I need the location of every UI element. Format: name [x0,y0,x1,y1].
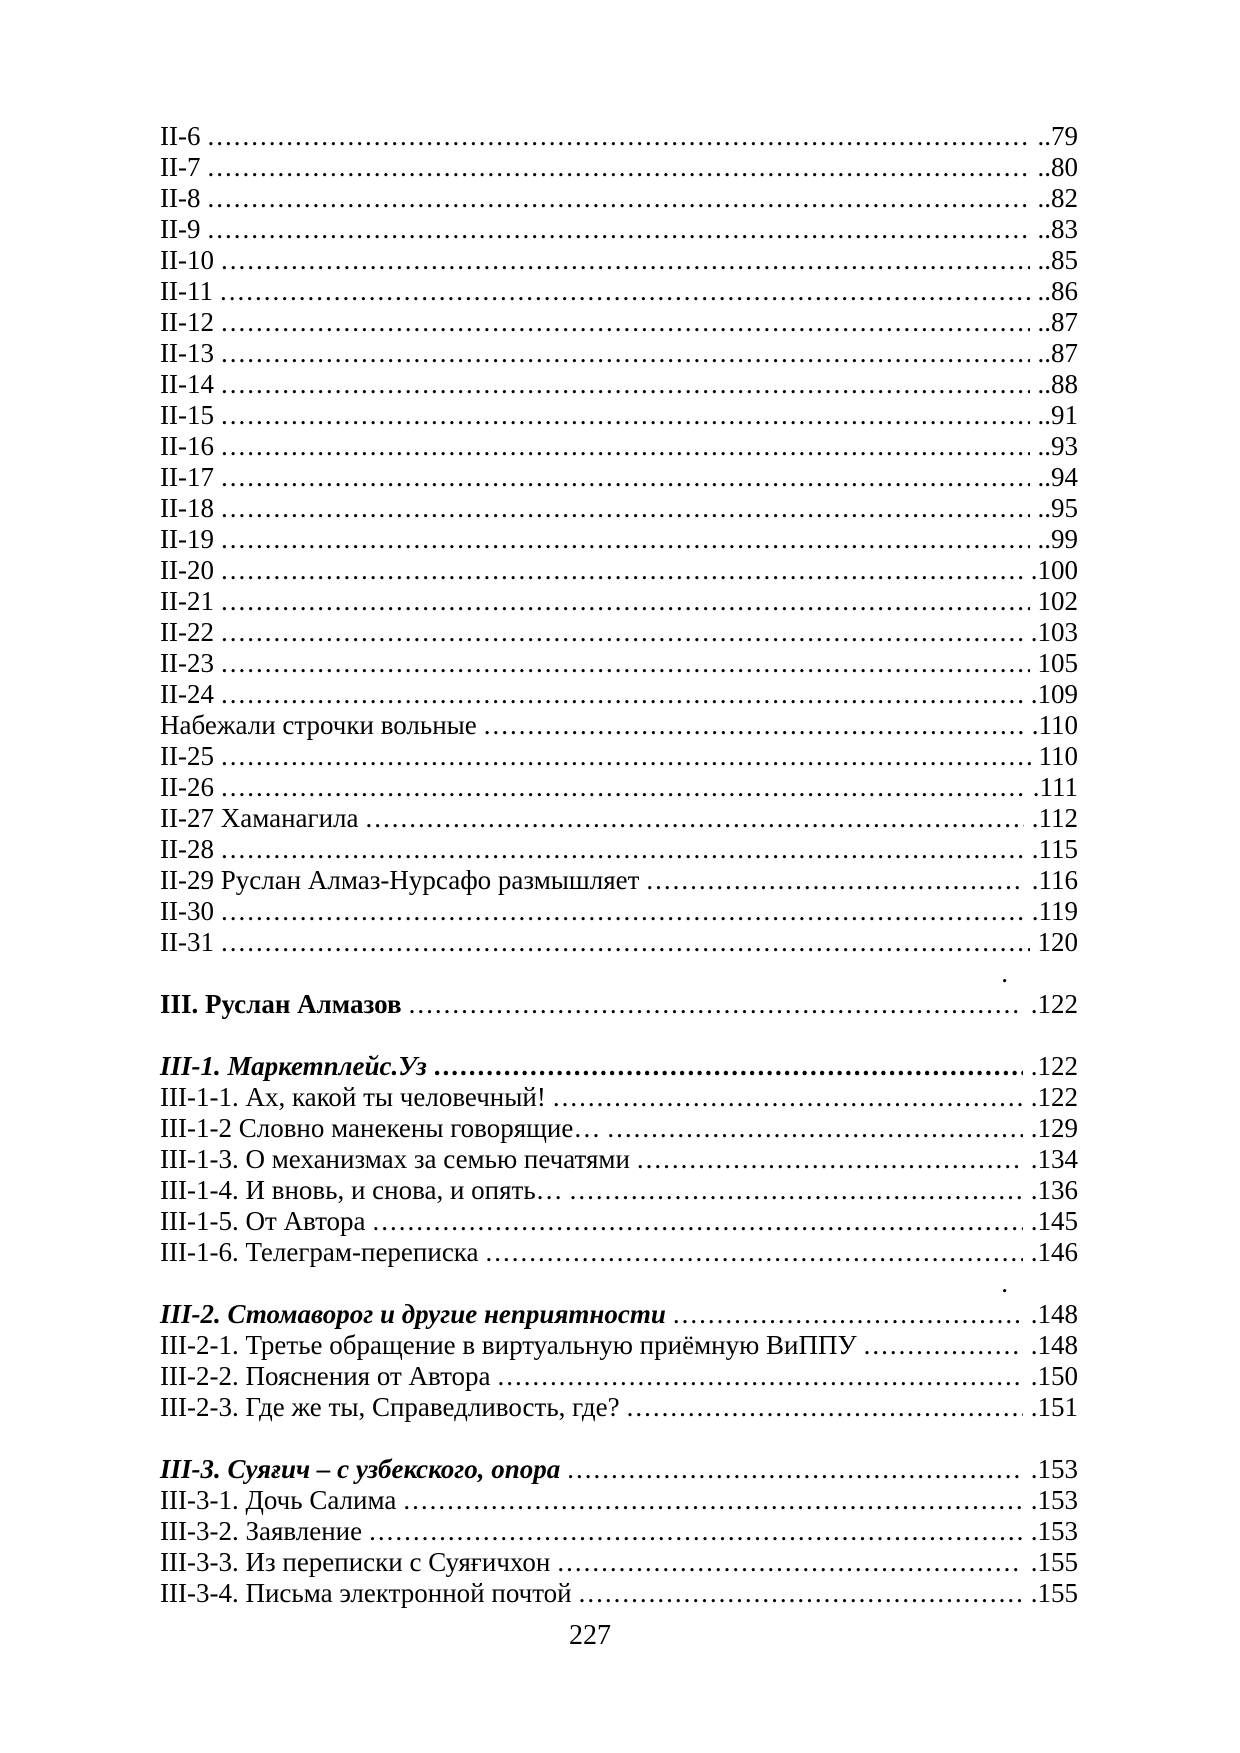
toc-leader-dots [409,989,1023,1020]
toc-leader-dots [207,121,1029,152]
toc-entry [160,1051,1078,1082]
toc-entry-page: .115 [1031,834,1078,864]
toc-entry-title: II-24 [160,679,214,709]
toc-entry [160,1144,1078,1175]
toc-entry [160,1206,1078,1237]
toc-entry-page: .155 [1030,1547,1078,1577]
toc-entry-title: III-1-5. От Автора [160,1206,366,1236]
toc-leader-dots [553,1082,1023,1113]
toc-entry-title: III-1-1. Ах, какой ты человечный! [160,1082,546,1112]
toc-stray-dot-line [160,958,1078,989]
toc-entry-title: II-12 [160,307,214,337]
toc-entry-title: II-25 [160,741,214,771]
toc-entry-title: III-1-6. Телеграм-переписка [160,1237,479,1267]
toc-entry-page: ..94 [1037,462,1078,492]
toc-leader-dots [221,741,1031,772]
toc-entry-page: ..99 [1037,524,1078,554]
toc-leader-dots [221,338,1030,369]
toc-entry-title: II-28 [160,834,214,864]
toc-entry-page: ..80 [1037,152,1078,182]
toc-entry-title: III-1-4. И вновь, и снова, и опять… [160,1175,563,1205]
toc-entry-title: II-11 [160,276,213,306]
toc-entry-page: ..87 [1037,307,1078,337]
toc-entry-title: III-3. Суяғич – с узбекского, опора [160,1454,561,1484]
toc-entry-page: 120 [1037,927,1078,957]
toc-entry-page: .112 [1031,803,1078,833]
toc-entry [160,1547,1078,1578]
toc-entry-page: .136 [1030,1175,1078,1205]
toc-entry-title: II-10 [160,245,214,275]
toc-entry-page: .148 [1030,1299,1078,1329]
toc-leader-dots [221,524,1030,555]
toc-leader-dots [221,648,1030,679]
toc-leader-dots [498,1361,1023,1392]
toc-entry [160,1237,1078,1268]
toc-leader-dots [221,834,1024,865]
toc-entry-page: .122 [1030,1051,1078,1081]
toc-entry-page: 110 [1038,741,1078,771]
toc-entry-title: II-7 [160,152,201,182]
toc-entry-page: .110 [1031,710,1078,740]
toc-entry-page: .153 [1030,1454,1078,1484]
toc-entry [160,617,1078,648]
toc-entry [160,803,1078,834]
toc-entry [160,1485,1078,1516]
toc-leader-dots [221,617,1023,648]
toc-entry-page: .122 [1030,989,1078,1019]
toc-entry-title: II-26 [160,772,214,802]
toc-entry-page: 102 [1037,586,1078,616]
toc-entry-page: .111 [1032,772,1078,802]
toc-entry-title: II-15 [160,400,214,430]
toc-entry-title: II-29 Руслан Алмаз-Нурсафо размышляет [160,865,640,895]
toc-entry [160,679,1078,710]
toc-entry [160,927,1078,958]
toc-entry-page: .155 [1030,1578,1078,1608]
toc-leader-dots [221,245,1030,276]
toc-entry [160,710,1078,741]
toc-stray-dot-line [160,1268,1078,1299]
toc-entry-page: .151 [1030,1392,1078,1422]
toc-entry-page: ..91 [1037,400,1078,430]
toc-leader-dots [579,1578,1023,1609]
toc-entry-page: .109 [1030,679,1078,709]
toc-leader-dots [221,927,1030,958]
toc-entry-page: .146 [1030,1237,1078,1267]
toc-leader-dots [366,803,1024,834]
toc-entry-title: II-18 [160,493,214,523]
toc-leader-dots [403,1485,1022,1516]
toc-entry [160,834,1078,865]
toc-leader-dots [486,1237,1023,1268]
toc-entry-title: II-16 [160,431,214,461]
toc-entry [160,648,1078,679]
toc-entry-title: III-2-3. Где же ты, Справедливость, где? [160,1392,620,1422]
toc-entry-title: II-31 [160,927,214,957]
toc-entry [160,1454,1078,1485]
toc-leader-dots [220,276,1030,307]
toc-leader-dots [567,1454,1022,1485]
toc-entry [160,1392,1078,1423]
toc-list [160,121,1078,1609]
toc-leader-dots [627,1392,1023,1423]
toc-leader-dots [221,896,1024,927]
toc-entry-title: III-2. Стомаворог и другие неприятности [160,1299,666,1329]
toc-entry [160,276,1078,307]
toc-entry-page: ..95 [1037,493,1078,523]
toc-entry-title: II-20 [160,555,214,585]
toc-leader-dots [557,1547,1022,1578]
toc-entry [160,741,1078,772]
toc-entry [160,307,1078,338]
toc-entry [160,369,1078,400]
toc-leader-dots [646,865,1023,896]
toc-entry [160,524,1078,555]
toc-entry-page: .134 [1030,1144,1078,1174]
toc-entry-title: II-6 [160,121,201,151]
toc-leader-dots [221,400,1030,431]
toc-entry-page: ..83 [1037,214,1078,244]
toc-entry [160,1516,1078,1547]
toc-entry [160,152,1078,183]
toc-entry-title: II-19 [160,524,214,554]
toc-entry-page: .103 [1030,617,1078,647]
toc-leader-dots [221,369,1030,400]
toc-entry-title: II-23 [160,648,214,678]
toc-entry-page: ..82 [1037,183,1078,213]
toc-entry-page: .116 [1031,865,1078,895]
toc-entry-page: .122 [1030,1082,1078,1112]
toc-leader-dots [369,1516,1023,1547]
toc-entry-title: III-3-2. Заявление [160,1516,363,1546]
toc-entry-page: ..86 [1037,276,1078,306]
toc-entry-title: III-3-3. Из переписки с Суяғичхон [160,1547,551,1577]
toc-stray-dot: . [1001,1268,1008,1298]
toc-entry-title: III-1-3. О механизмах за семью печатями [160,1144,630,1174]
toc-leader-dots [607,1113,1022,1144]
toc-entry-page: ..87 [1037,338,1078,368]
toc-entry [160,1578,1078,1609]
toc-leader-dots [221,555,1023,586]
toc-entry-page: ..79 [1037,121,1078,151]
toc-leader-dots [221,586,1030,617]
toc-entry [160,245,1078,276]
toc-entry [160,431,1078,462]
toc-entry-title: III-3-4. Письма электронной почтой [160,1578,572,1608]
toc-entry-page: .153 [1030,1516,1078,1546]
toc-blank-line [160,1020,1078,1051]
toc-entry-page: .100 [1030,555,1078,585]
toc-entry-title: II-14 [160,369,214,399]
toc-entry-title: II-8 [160,183,201,213]
toc-entry-title: III. Руслан Алмазов [160,989,402,1019]
toc-entry [160,1299,1078,1330]
toc-leader-dots [221,772,1025,803]
toc-leader-dots [864,1330,1023,1361]
toc-entry-page: .145 [1030,1206,1078,1236]
toc-stray-dot: . [1001,958,1008,988]
toc-entry-page: ..88 [1037,369,1078,399]
toc-entry-title: II-13 [160,338,214,368]
toc-entry [160,586,1078,617]
toc-leader-dots [221,307,1030,338]
toc-entry [160,555,1078,586]
toc-entry-title: II-21 [160,586,214,616]
toc-leader-dots [221,493,1030,524]
toc-entry-title: II-30 [160,896,214,926]
toc-entry [160,493,1078,524]
toc-entry [160,1113,1078,1144]
toc-entry-title: II-22 [160,617,214,647]
toc-entry [160,1361,1078,1392]
toc-leader-dots [207,152,1029,183]
toc-entry-page: .148 [1030,1330,1078,1360]
toc-entry [160,183,1078,214]
toc-entry-title: III-2-2. Пояснения от Автора [160,1361,491,1391]
toc-entry-page: ..93 [1037,431,1078,461]
toc-entry [160,989,1078,1020]
toc-entry-title: II-9 [160,214,201,244]
toc-entry-title: III-2-1. Третье обращение в виртуальную приёмную ВиППУ [160,1330,857,1360]
toc-entry-page: .150 [1030,1361,1078,1391]
toc-entry [160,121,1078,152]
toc-entry [160,338,1078,369]
footer-page-number: 227 [569,1620,611,1651]
toc-leader-dots [637,1144,1023,1175]
toc-leader-dots [434,1051,1023,1082]
toc-entry-title: II-27 Хаманагила [160,803,359,833]
toc-entry-page: .119 [1031,896,1078,926]
toc-blank-line [160,1423,1078,1454]
toc-entry [160,462,1078,493]
toc-leader-dots [221,431,1030,462]
toc-entry [160,1330,1078,1361]
toc-leader-dots [221,679,1023,710]
toc-entry-title: II-17 [160,462,214,492]
toc-entry [160,1082,1078,1113]
toc-entry-page: .153 [1030,1485,1078,1515]
toc-leader-dots [484,710,1024,741]
toc-entry [160,400,1078,431]
toc-leader-dots [570,1175,1023,1206]
toc-entry-page: ..85 [1037,245,1078,275]
toc-entry-title: Набежали строчки вольные [160,710,477,740]
toc-entry [160,865,1078,896]
toc-entry-page: 105 [1037,648,1078,678]
toc-entry [160,896,1078,927]
toc-leader-dots [373,1206,1023,1237]
toc-entry-title: III-3-1. Дочь Салима [160,1485,397,1515]
toc-leader-dots [221,462,1030,493]
toc-entry [160,772,1078,803]
toc-entry [160,1175,1078,1206]
toc-entry [160,214,1078,245]
toc-leader-dots [207,183,1029,214]
toc-entry-page: .129 [1030,1113,1078,1143]
toc-entry-title: III-1. Маркетплейс.Уз [160,1051,427,1081]
toc-leader-dots [207,214,1029,245]
toc-entry-title: III-1-2 Словно манекены говорящие… [160,1113,601,1143]
toc-leader-dots [673,1299,1023,1330]
